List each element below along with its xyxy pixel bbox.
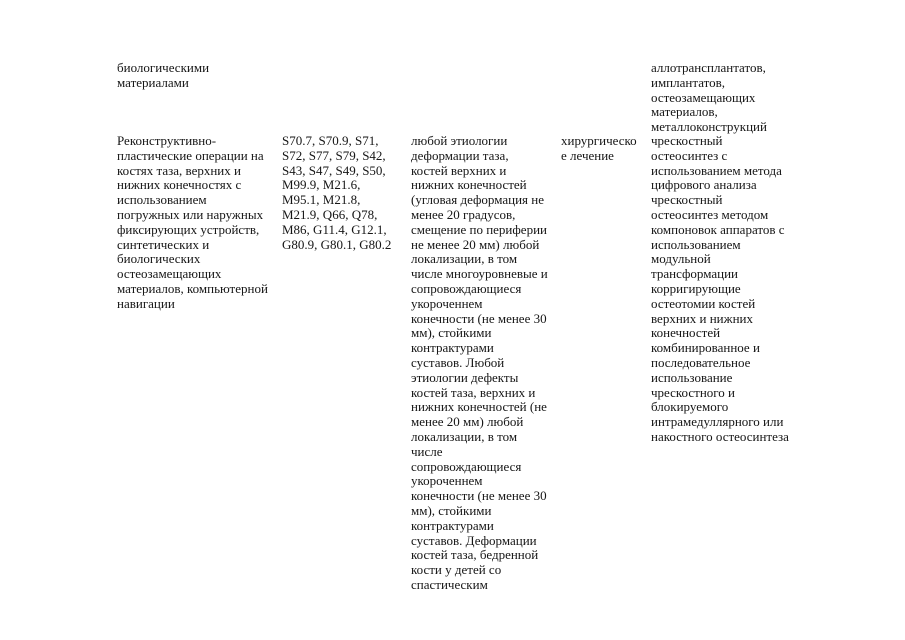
text-line: спастическим [411, 576, 488, 592]
text-line: конечности (не менее 30 [411, 310, 547, 326]
text-line: комбинированное и [651, 340, 760, 356]
cell-r1-method-group [117, 61, 209, 91]
text-line: хирургическо [561, 133, 637, 148]
cell-r2-patient-model [411, 134, 548, 593]
text-line: использованием метода [651, 162, 782, 178]
text-line: е лечение [561, 147, 614, 163]
text-line: биологических [117, 251, 201, 267]
text-line: M86, G11.4, G12.1, [282, 221, 387, 237]
text-line: трансформации [651, 266, 739, 282]
text-line: M95.1, M21.8, [282, 192, 361, 208]
text-line: S72, S77, S79, S42, [282, 147, 386, 163]
text-line: нижних конечностей (не [411, 399, 547, 415]
text-line: остеотомии костей [651, 295, 756, 311]
text-line: укороченнем [411, 295, 483, 311]
cell-r1-treatment-method [651, 61, 767, 135]
text-line: M21.9, Q66, Q78, [282, 206, 378, 222]
text-line: Реконструктивно- [117, 133, 217, 148]
cell-r2-method-group [117, 134, 268, 312]
text-line: конечности (не менее 30 [411, 488, 547, 504]
text-line: использованием [117, 192, 207, 208]
text-line: пластические операции на [117, 147, 264, 163]
text-line: нижних конечностей [411, 177, 527, 193]
text-line: остеосинтез с [651, 147, 728, 163]
text-line: остеозамещающих [117, 266, 222, 282]
text-line: G80.9, G80.1, G80.2 [282, 236, 392, 252]
text-line: аллотрансплантатов, [651, 60, 766, 75]
cell-r2-treatment-type [561, 134, 637, 164]
text-line: костей таза, бедренной [411, 547, 539, 563]
text-line: суставов. Любой [411, 354, 505, 370]
text-line: конечностей [651, 325, 721, 341]
text-line: материалами [117, 74, 189, 90]
text-line: имплантатов, [651, 74, 726, 90]
text-line: локализации, в том [411, 251, 518, 267]
text-line: S70.7, S70.9, S71, [282, 133, 379, 148]
text-line: чрескостный [651, 133, 723, 148]
text-line: менее 20 градусов, [411, 206, 516, 222]
text-line: нижних конечностях с [117, 177, 242, 193]
text-line: верхних и нижних [651, 310, 754, 326]
text-line: чрескостный [651, 192, 723, 208]
text-line: мм), стойкими [411, 502, 492, 518]
text-line: сопровождающиеся [411, 458, 522, 474]
text-line: накостного остеосинтеза [651, 428, 789, 444]
text-line: компоновок аппаратов с [651, 221, 785, 237]
text-line: локализации, в том [411, 428, 518, 444]
text-line: блокируемого [651, 399, 729, 415]
text-line: материалов, [651, 104, 718, 120]
text-line: остеосинтез методом [651, 206, 769, 222]
text-line: синтетических и [117, 236, 210, 252]
cell-r2-treatment-method [651, 134, 789, 445]
text-line: менее 20 мм) любой [411, 414, 524, 430]
text-line: костях таза, верхних и [117, 162, 241, 178]
text-line: остеозамещающих [651, 89, 756, 105]
text-line: интрамедуллярного или [651, 414, 784, 430]
text-line: модульной [651, 251, 711, 267]
text-line: не менее 20 мм) любой [411, 236, 540, 252]
text-line: числе [411, 443, 443, 459]
text-line: мм), стойкими [411, 325, 492, 341]
text-line: костей таза, верхних и [411, 384, 536, 400]
text-line: числе многоуровневые и [411, 266, 548, 282]
text-line: M99.9, M21.6, [282, 177, 361, 193]
text-line: корригирующие [651, 280, 741, 296]
text-line: контрактурами [411, 340, 494, 356]
text-line: материалов, компьютерной [117, 280, 268, 296]
cell-r2-icd-codes [282, 134, 391, 252]
text-line: чрескостного и [651, 384, 736, 400]
text-line: последовательное [651, 354, 751, 370]
text-line: использование [651, 369, 733, 385]
text-line: кости у детей со [411, 562, 502, 578]
text-line: металлоконструкций [651, 119, 767, 135]
text-line: (угловая деформация не [411, 192, 545, 208]
text-line: укороченнем [411, 473, 483, 489]
text-line: фиксирующих устройств, [117, 221, 260, 237]
text-line: погружных или наружных [117, 206, 264, 222]
text-line: биологическими [117, 60, 210, 75]
text-line: костей верхних и [411, 162, 507, 178]
text-line: навигации [117, 295, 175, 311]
text-line: любой этиологии [411, 133, 508, 148]
text-line: контрактурами [411, 517, 494, 533]
text-line: сопровождающиеся [411, 280, 522, 296]
text-line: этиологии дефекты [411, 369, 519, 385]
text-line: цифрового анализа [651, 177, 757, 193]
text-line: использованием [651, 236, 741, 252]
text-line: смещение по периферии [411, 221, 547, 237]
text-line: суставов. Деформации [411, 532, 537, 548]
text-line: S43, S47, S49, S50, [282, 162, 386, 178]
text-line: деформации таза, [411, 147, 509, 163]
